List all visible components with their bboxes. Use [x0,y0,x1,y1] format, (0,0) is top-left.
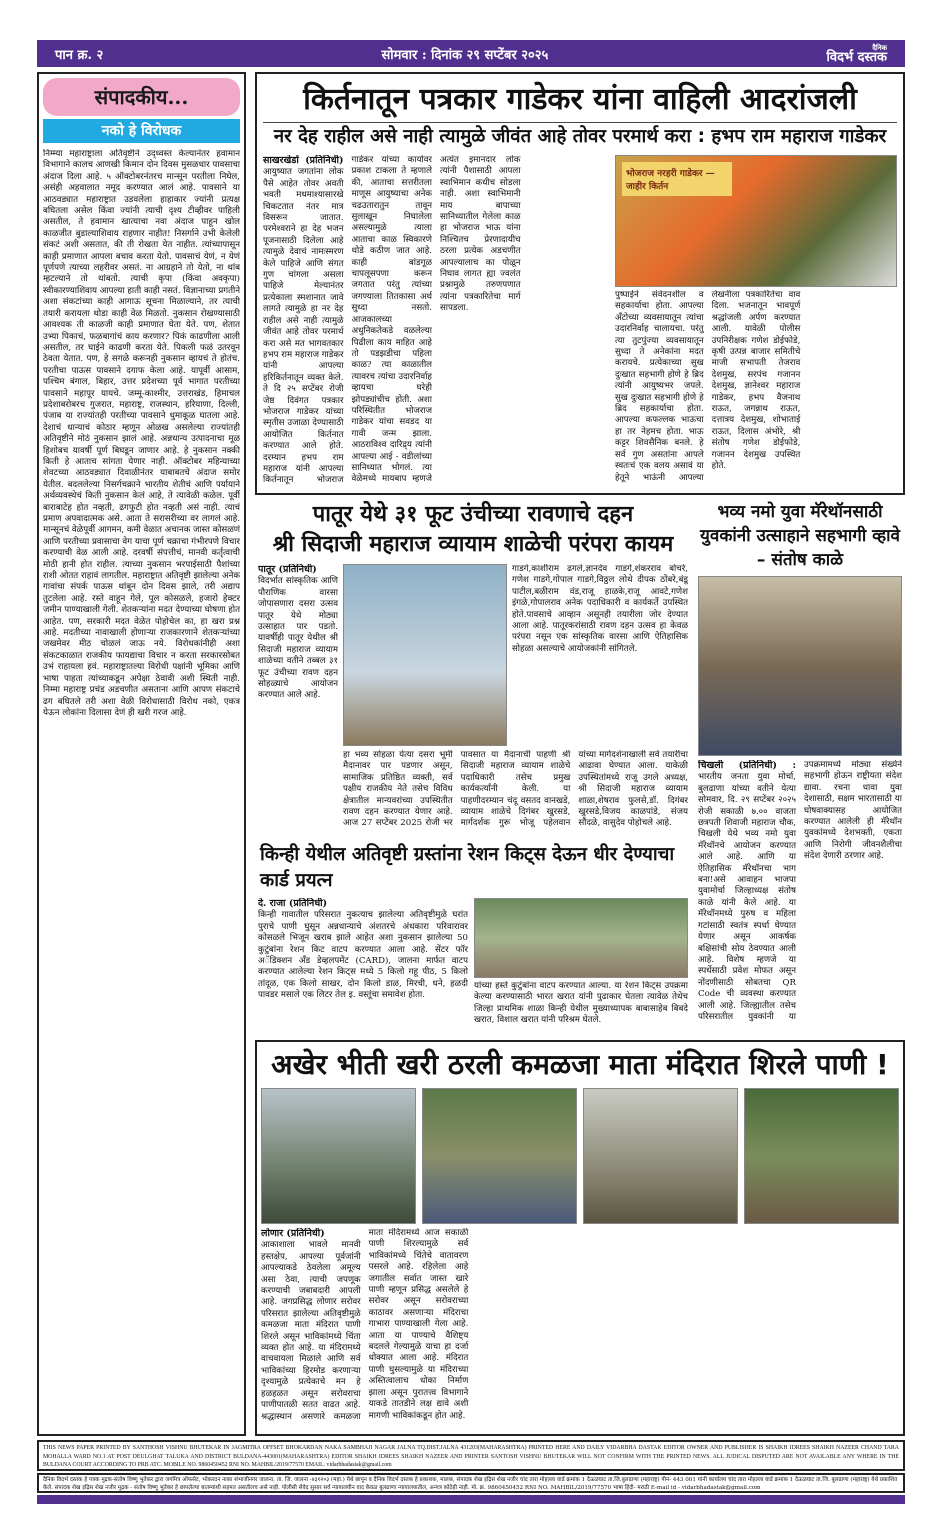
footer-bar [37,1495,905,1504]
article-headline: भव्य नमो युवा मॅरेथॉनसाठी युवकांनी उत्साहाने सहभागी व्हावे – संतोष काळे [700,502,900,570]
article-right-area [474,898,688,1032]
masthead-logo [826,44,887,64]
article-body-continued: पुष्पाईने संवेदनशील व सहकार्याचा होता. आपल्या अँटोच्या व्यवसायातून त्यांचा उदारनिर्वाह चालायचा. परंतु त्या तुटपुंज्या व्यवसायातून सुध्दा ते अनेकांना मदत करायचे. प्रत्येकाच्या सुख दुःखात सहभागी होणे हे ब्रिद त्यांनी आयुष्यभर जपले. सुख दुःखात सहभागी होणे हे ब्रिद सहकार्याचा होता. आपल्या कफल्लक भाऊचा हा तर नेहमच होता. भाऊ कट्टर शिवसैनिक बनले. हे सर्व गुण असतांना आपले स्वतःचं एक वलय असावं या हेतूने भाऊंनी आपल्या लेखनीला पत्रकारितेचा वाव दिला. भजनातून भावपूर्ण श्रद्धांजली अर्पण करण्यात आली. यावेळी पोलीस उपनिरीक्षक गणेश डोईफोडे, कृषी उत्पन्न बाजार समितीचे माजी सभापती तेजराव देशमुख, सरपंच गजानन देशमुख, ज्ञानेश्वर महाराज गाडेकर, हभप वैजनाथ राऊत, जगन्नाथ राऊत, दत्तात्रय देशमुख, शोभाताई राऊत, दिलास अंभोरे, श्री संतोष गणेश डोईफोडे, गजानन देशमुख उपस्थित होते. [615,290,801,483]
article-headline-2: श्री सिदाजी महाराज व्यायाम शाळेची परंपरा कायम [272,532,674,557]
article-headline: पातूर येथे ३१ फूट उंचीच्या रावणाचे दहन [312,502,634,527]
article-body-3: हा भव्य सोहळा येत्या दसरा भूमी मैदानावर पार पडणार असून, सामाजिक प्रतिष्ठित व्यक्ती, सर्व पक्षीय राजकीय नेते तसेच विविध क्षेत्रातील मान्यवरांच्या उपस्थितीत रावण दहन करण्यात येणार आहे. आज 27 सप्टेंबर 2025 रोजी भर पावसात या मैदानाची पाहणी श्री सिदाजी महाराज व्यायाम शाळेचे पदाधिकारी तसेच प्रमुख कार्यकर्त्यांनी केली. या पाहणीदरम्यान चंदू वसतद वानखडे, व्यायाम शाळेचे दिगंबर खुरसडे, मार्गदर्शक गुरू भोजू पहेलवान यांच्या मार्गदर्शनाखाली सर्व तयारीचा आढावा घेण्यात आला. याकेळी उपस्थितांमध्ये राजू उगले अध्यक्ष, श्री सिदाजी महाराज व्यायाम शाळा,शेषराव फुलसे,डॉ. दिगंबर खुरसडे,विजय काळपांडे, संजय सौंदळे, वासुदेव पोहोचले आहे. [343,750,688,829]
imprint-english: THIS NEWS PAPER PRINTED BY SANTHOSH VISHNU BHUTEKAR IN JAGMITRA OFFSET BHOKARDAN NAKA SAMBHAJI NAGAR JALNA TQ.DIST.JALNA 431203(MAHARASHTRA) PRINTED HERE AND DAILY VIDARBHA DASTAK EDITOR OWNER AND PUBLISHER IS SHAIKH IDREES SHAIKH NAZEER CHAND TARA MOHALLA WARD NO.1 AT POST DEULGHAT TALUKA AND DISTRICT BULDANA-443001(MAHARASHTRA) EDITOR SHAIKH IDREES SHAIKH NAZEER AND PRINTER SANTOSH VISHNU BHUTEKAR WILL NOT CONFIRM WITH THE PRINTED NEWS. ALL JUDICAL DISPUTED ARE NOT AVAILABLE ANY WHERE IN THE BULDANA COURT ACCORDING TO PRB ATC. MOBILE NO. 9860450452 RNI NO. MAHBIL/2019/77570 EMAIL. vidarbhadastak@gmail.com [37,1440,905,1471]
temple-flood-photo-3 [583,1088,738,1224]
photo-row [261,1088,899,1224]
article-body [263,155,609,489]
article-body [261,1228,899,1430]
dateline: साखरखेर्डा (प्रतिनिधी) [263,155,344,166]
masthead-name: विदर्भ दस्तक [826,49,887,65]
article-body-area [263,155,897,489]
article-body-2: यांच्या हस्ते कुटुंबांना वाटप करण्यात आल्या. या रेशन किट्स उपक्रमा केल्या करण्यासाठी भारत खरात यांनी पुढाकार घेतला त्यावेळ तेथेच जिल्हा प्राथमिक शाळा किन्ही येथील मुख्याध्यापक बाबासाहेब बिबदे खरात, विशाल खरात यांनी परिश्रम घेतले. [474,981,688,1026]
body-text: किन्ही गावातील परिसरात नुकत्याच झालेल्या अतिवृष्टीमुळे घरांत पुराचे पाणी घुसून अन्नधान्याचे अंशतरचे अंधकारा परिवारावर कोसळले भिजून खराब झाले आहेत अशा नुकसान झालेल्या 50 कुटुंबांना रेशन किट वाटप करण्यात आला आहे. सेंटर फॉर अॅडिक्शन अँड डेव्हलपमेंट (CARD), जालना मार्फत वाटप करण्यात आलेल्या रेशन किट्स मध्ये 5 किलो गहू पीठ, 5 किलो तांदूळ, एक किलो साखर, दोन किलो डाळ, मिरची, धने, हळदी पावडर मसाले एक लिटर तेल इ. वस्तूंचा समावेश होता. [258,910,468,1001]
article-subheadline: नर देह राहील असे नाही त्यामुळे जीवंत आहे तोवर परमार्थ करा : हभप राम महाराज गाडेकर [263,122,897,151]
editorial-column [37,72,246,1436]
article-patur-ravan-dahan [255,500,691,838]
article-gadekar-tribute [255,72,905,495]
marathon-meeting-photo [698,576,902,756]
editorial-body: निम्म्या महाराष्ट्राला अतिवृष्टीने उद्ध्वस्त केल्यानंतर हवामान विभागाने कालच आणखी किमान दोन दिवस मुसळधार पावसाचा अंदाज दिला आहे. ५ ऑक्टोबरनंतरच मान्सून परतीला निघेल, असंही अहवालात नमूद करण्यात आलं आहे. पावसाने या आठवड्यात महाराष्ट्रात उडवलेला हाहाकार ज्यांनी प्रत्यक्ष बघितला असेल किंवा ज्यांनी त्याची दृश्य टीव्हीवर पाहिली असतील, ते हवामान खात्याचा नवा अंदाज पाहून खोल काळजीत बुडाल्याशिवाय राहणार नाहीत! निसर्गाने उभी केलेली संकटं अशी असतात, की ती रोखता येत नाहीत. त्यांच्यापासून काही प्रमाणात आपला बचाव करता येतो. पावसाचं येणं, न येणं पूर्णपणे त्याच्या लहरीवर असतं. ना आग्रहाने तो येतो, ना थांब म्हटल्याने तो थांबतो. त्याची कृपा (किंवा अवकृपा) स्वीकारण्याशिवाय आपल्या हाती काही नसतं. विज्ञानाच्या प्रगतीने अशा संकटांच्या काही आगाऊ सूचना मिळाल्याने, तर त्याची तयारी करायला थोडा काही वेळ मिळतो. नुकसान रोखण्यासाठी आवश्यक ती काळजी काही प्रमाणात घेता येते. पण, शेतात उभ्या पिकाचं, फळबागांचं काय करणार? पिकं काढणीला आली असतील, तर घाईने काढणी करता येते. पिकली फळं उतरवून ठेवता येतात. पण, हे सगळे करूनही नुकसान व्हायचं ते होतंच. परतीचा पाऊस पावसाने दगाफ केला आहे. यापूर्वी आसाम, पश्चिम बंगाल, बिहार, उत्तर प्रदेशच्या पूर्व भागात परतीच्या पावसाने महापूर यायचे. जम्मू-काश्मीर, उत्तराखंड, हिमाचल प्रदेशाबरोबरच गुजरात, महाराष्ट्र, राजस्थान, हरियाणा, दिल्ली, पंजाब या राज्यांतही परतीच्या पावसाने धुमाकूळ घातला आहे. देशाचं धान्याचं कोठार म्हणून ओळख असलेल्या राज्यांतही अतिवृष्टीने मोठं नुकसान झालं आहे. अन्नधान्य उत्पादनाचा मूळ हिशोबच यावर्षी पूर्ण बिघडून जाणार आहे. हे नुकसान नक्की किती हे आताच सांगता येणार नाही. ऑक्टोबर महिन्याच्या शेवटच्या आठवड्यात दिवाळीनंतर याबाबतचे अंदाज समोर येतील. बदललेल्या निसर्गचक्राने भारतीय शेतीचं आणि पर्यायाने अर्थव्यवस्थेचं किती नुकसान केलं आहे, ते त्यावेळी कळेल. पूर्वी बाराबाटेह होत नव्हती, ढगफुटी होत नव्हती असं नाही. त्याचं प्रमाण अपवादात्मक असे. आता ते सरासरीच्या वर लागलं आहे. मान्सूनचं वेळेपूर्वी आगमन, कमी वेळात अचानक जास्त कोसळणं आणि परतीच्या प्रवासाचा वेग याचा पूर्ण चक्राचा गंभीरपणे विचार करण्याची वेळ आली आहे. दरवर्षी संपत्तीचं, मानवी कर्तृत्वाची मोठी हानी होत राहील. त्याच्या नुकसान भरपाईसाठी पैशांच्या राशी ओतत राहावं लागतील. महाराष्ट्रात अतिवृष्टी झालेल्या अनेक गावांचा संपर्क पाऊस थांबून दोन दिवस झाले, तरी अद्याप तुटलेला आहे. रस्ते वाहून गेले, पूल कोसळले, हजारो हेक्टर जमीन पाण्याखाली गेली. शेतकऱ्यांना मदत देण्याच्या घोषणा होत आहेत. पण, सरकारी मदत वेळेत पोहोचेल का, हा खरा प्रश्न आहे. मदतीच्या नावाखाली होणाऱ्या राजकारणाने शेतकऱ्यांच्या जखमेवर मीठ चोळलं जाऊ नये. विरोधकांनीही अशा संकटकाळात राजकीय फायद्याचा विचार न करता सरकारसोबत उभं राहायला हवं. महाराष्ट्रातल्या विरोधी पक्षांनी भूमिका आणि भाषा पाहता त्यांच्याकडून अपेक्षा ठेवावी अशी स्थिती नाही. निम्मा महाराष्ट्र प्रचंड अडचणीत असताना आणि आपण संकटाचे ढग बघितले तरी अशा वेळी विरोधासाठी विरोध नको, एकत्र येऊन लोकांना दिलासा देणं ही खरी गरज आहे. [43,149,240,718]
page-header [37,40,905,67]
imprint-marathi: दैनिक विदर्भ दस्तक हे पत्रक मुद्रक-संतोष विष्णू भुतेकर द्वारा जगमित्र ऑफसेट, भोकरदन नाका संभाजीनगर जालना, ता. जि. जालना -४३१२०३ (महा.) येथे छापून व दैनिक विदर्भ दस्तक हे प्रकाशक, मालक, संपादक शेख इद्रिस शेख नजीर चांद तारा मोहल्ला वार्ड क्रमांक 1 देऊळघाट ता.जि.बुलढाणा (महाराष्ट्र) पीन- 443 001 यांनी कार्यालय चांद तारा मोहल्ला वार्ड क्रमांक 1 देऊळघाट ता.जि. बुलढाणा (महाराष्ट्र) येथे प्रकाशित केले. संपादक शेख इद्रिस शेख नजीर मुद्रक - संतोष विष्णू भुतेकर हे छापलेल्या बातम्यांशी सहमत असतीलच असे नाही. पोलीसी सेवेद सुसार सर्व न्यायालयीन वाद केवळ बुलढाणा न्यायालयातील, अन्यत्र कोठेही नाही. मो. क्र. 9860450452 RNI NO. MAHBIL/2019/77570 भाषा हिंदी- मराठी E-mail id - vidarbhadastak@gmail.com [37,1473,905,1493]
article-headline: किन्ही येथील अतिवृष्टी ग्रस्तांना रेशन किट्स देऊन धीर देण्याचा कार्ड प्रयत्न [260,844,675,891]
editorial-subtitle: नको हे विरोधक [43,119,240,143]
article-body [258,564,338,838]
masthead-small: दैनिक [872,42,887,52]
dateline: चिखली (प्रतिनिधी) : [698,760,796,771]
ration-kit-distribution-photo [474,898,688,978]
article-right-area [615,155,897,489]
article-body [698,760,902,1030]
article-kinhi-ration-kits [255,842,691,1032]
article-headline: किर्तनातून पत्रकार गाडेकर यांना वाहिली आदरांजली [303,82,857,117]
body-text: भारतीय जनता युवा मोर्चा, बुलढाणा यांच्या वतीने येत्या सोमवार, दि. २९ सप्टेंबर २०२५ रोजी सकाळी ७.०० वाजता छत्रपती शिवाजी महाराज चौक, चिखली येथे भव्य नमो युवा मॅरेथॉनचे आयोजन करण्यात आले आहे. आणि या ऐतिहासिक मॅरेथॉनचा भाग बना!असे आवाहन भाजपा युवामोर्चा जिल्हाध्यक्ष संतोष काळे यांनी केले आहे. या मॅरेथॉनमध्ये पुरुष व महिला गटांसाठी स्वतंत्र स्पर्धा घेण्यात येणार असून आकर्षक बक्षिसांची सोय ठेवण्यात आली आहे. विशेष म्हणजे या स्पर्धेसाठी प्रवेश मोफत असून नोंदणीसाठी सोबतचा QR Code ची व्यवस्था करण्यात आली आहे. जिल्ह्यातील तसेच परिसरातील युवकांनी या उपक्रमामध्ये मोठ्या संख्येने सहभागी होऊन राष्ट्रीयता संदेश द्यावा. रचना धावा युवा देशासाठी, सक्षम भारतासाठी या घोषवाक्यासह आयोजित करण्यात आलेली ही मॅरेथॉन युवकांमध्ये देशभक्ती, एकता आणि निरोगी जीवनशैलीचा संदेश देणारी ठरणार आहे. [698,760,902,1022]
dateline: पातूर (प्रतिनिधी) [258,564,317,575]
dateline: दे. राजा (प्रतिनिधी) [258,898,328,909]
article-body-area [258,898,688,1032]
page-number: पान क्र. २ [55,47,104,63]
editorial-title: संपादकीय... [43,78,240,116]
issue-date: सोमवार : दिनांक २९ सप्टेंबर २०२५ [381,47,549,63]
article-body [258,898,468,1032]
ravan-effigy-photo [343,564,507,746]
article-body-area [258,564,688,838]
body-text: आकाशाला भावले मानवी हस्तक्षेप, आपल्या पूर्वजांनी आपल्याकडे ठेवलेला अमूल्य असा ठेवा, त्याची जपणूक करण्याची जबाबदारी आपली आहे. जगप्रसिद्ध लोणार सरोवर परिसरात झालेल्या अतिवृष्टीमुळे कमळजा माता मंदिरात पाणी शिरले असून भाविकांमध्ये चिंता व्यक्त होत आहे. या मंदिरामध्ये वाचवायला मिळाले आणि सर्व भाविकांच्या हिरमोड करणाऱ्या दृश्यामुळे प्रत्येकाचे मन हे हळहळत असून सरोवराचा पाणीपातळी सतत वाढत आहे. श्रद्धास्थान असणारे कमळजा माता मंदिरामध्ये आज सकाळी पाणी शिरल्यामुळे सर्व भाविकांमध्ये चिंतेचे वातावरण पसरले आहे. रहिलेला आहे जगातील सर्वात जास्त खारे पाणी म्हणून प्रसिद्ध असलेले हे सरोवर असून सरोवराच्या काठावर असणाऱ्या मंदिराचा गाभारा पाण्याखाली गेला आहे. आता या पाण्याचे वैशिष्ट्य बदलले गेल्यामुळे याचा हा दर्जा धोक्यात आला आहे. मंदिरात पाणी घुसल्यामुळे या मंदिराच्या अस्तित्वालाच धोका निर्माण झाला असून पुरातत्त्व विभागाने याकडे तातडीने लक्ष द्यावे अशी मागणी भाविकांकडून होत आहे. [261,1228,469,1422]
article-kamalja-temple-flood [255,1040,905,1436]
article-namo-marathon [695,500,905,1030]
temple-flood-photo-2 [422,1088,577,1224]
photo-banner-text: भोजराज नरहरी गाडेकर — जाहीर किर्तन [622,162,732,196]
body-text: आयुष्यात जगतांना लोक पैसे आहेत तोवर अवती भवती मधमाश्यासारखे चिकटतात नंतर मात्र विसरून जातात. परमेश्वराने हा देह भजन पूजनासाठी दिलेला आहे त्यामुळे देवाचं नामःस्मरण केले पाहिजे आणि संगत गुण चांगला असला पाहिजे मेल्यानंतर प्रत्येकाला स्मशानात जावे लागते त्यामुळे हा नर देह राहील असे नाही त्यामुळे जीवंत आहे तोवर परमार्थ करा असे मत भागवतकार हभप राम महाराज गाडेकर यांनी आपल्या हरिकिर्तनातून व्यक्त केले. ते दि २५ सप्टेंबर रोजी जेष्ठ दिवंगत पत्रकार भोजराज गाडेकर यांच्या स्मृतीस उजाळा देण्यासाठी आयोजित किर्तनात करण्यात आले होते. दरम्यान हभप राम महाराज यांनी आपल्या किर्तनातून भोजराज गाडेकर यांच्या कार्यावर प्रकाश टाकला ते म्हणाले की, आताचा सत्तरीतला माणूस आयुष्याचा अनेक चढउतारातुन तावून सुलाखून निघालेला असल्यामुळे त्याला आताचा काळ स्विकारणे थोडे कठीण जात आहे. काही बांडगूळ चापलूसपणा करून जगतात परंतु त्यांच्या जगण्याला तितकासा अर्थ सुध्दा नसतो. आजकालच्या अधुनिकतेकडे वळलेल्या पिढीला काय माहित आहे तो पडझडीचा पहिला काळ? त्या काळातील त्यावरच त्यांचा उदारनिर्वाह व्हायचा घरेही झोपड्यांचीच होती. अशा परिस्थितीत भोजराज गाडेकर यांचा सवडद या गावी जन्म झाला. आठराविश्व दारिद्र्य त्यांनी आपल्या आई - वडीलांच्या सानिध्यात भोगलं. त्या वेळेमध्ये मायबाप म्हणजे अत्यंत इमानदार लोक त्यांनी पैशासाठी आपला स्वाभिमान कधीच सोडला नाही. अशा स्वाभिमानी माय बापाच्या सानिध्यातील गेलेला काळ हा भोजराज भाऊ यांना निश्चितच प्रेरणादायीच ठरला प्रत्येक अडचणीत आपल्यालाच का पोळून निघाव लागत ह्या ज्वलंत प्रश्नामुळे तरुणपणात त्यांना पत्रकारितेचा मार्ग सापडला. [263,155,521,486]
kirtan-photo [615,155,897,287]
article-body-2: गाडगे,काशीराम ढगले,ज्ञानदेव गाडगे,शंकरराव बोचरे, गणेश गाडगे,गोपाल गाडगे,विठ्ठल लोथे दीपक ठोंबरे,बंडू पाटील,बळीराम वंड,राजू हाळके,राजू आवटे,गणेश इंगळे,गोपालराव अनेक पदाधिकारी व कार्यकर्ते उपस्थित होते.पावसाचे आव्हान असूनही तयारीला जोर देण्यात आला आहे. पातूरकरांसाठी रावण दहन उत्सव हा केवळ परंपरा नसून एक सांस्कृतिक वारसा आणि ऐतिहासिक सोहळा असल्याचे आयोजकांनी सांगितले. [512,564,688,654]
temple-flood-photo-1 [261,1088,416,1224]
temple-flood-photo-4 [744,1088,899,1224]
body-text: विदर्भात सांस्कृतिक आणि पौराणिक वारसा जोपासणारा दसरा उत्सव पातूर येथे मोठ्या उत्साहात पार पडतो. यावर्षीही पातूर येथील श्री सिदाजी महाराज व्यायाम शाळेच्या वतीने तब्बल ३१ फूट उंचीच्या रावण दहन सोहळ्याचे आयोजन करण्यात आले आहे. [258,576,338,701]
dateline: लोणार (प्रतिनिधी) [261,1228,325,1239]
article-headline: अखेर भीती खरी ठरली कमळजा माता मंदिरात शिरले पाणी ! [271,1048,889,1081]
